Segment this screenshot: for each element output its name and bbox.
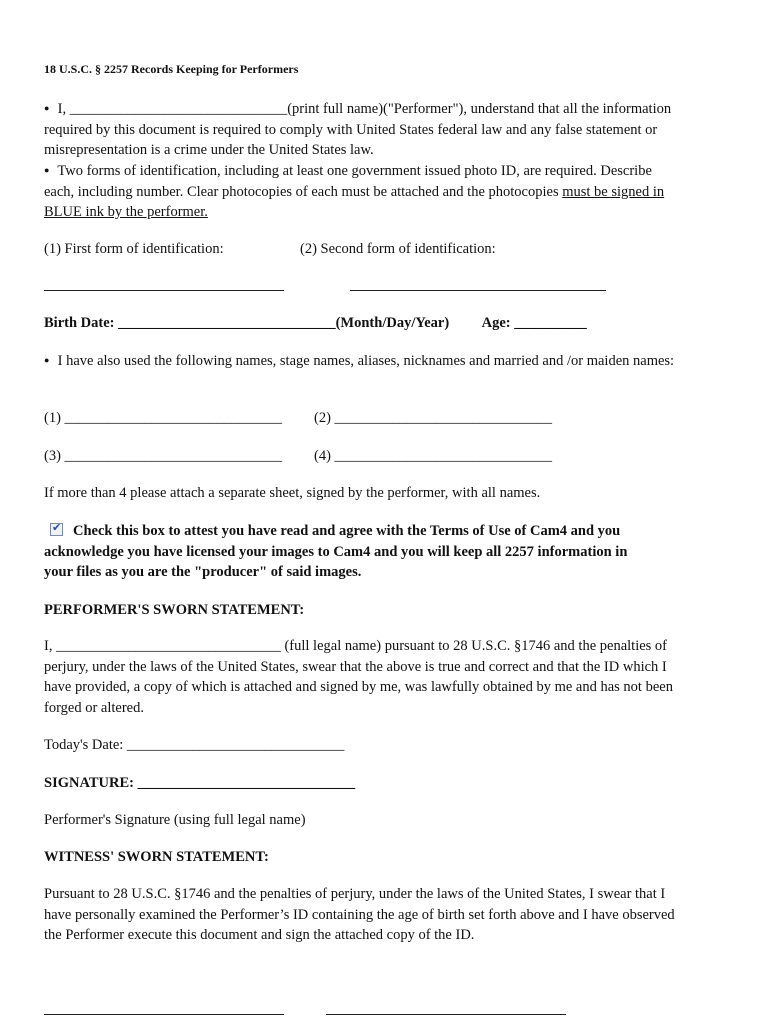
birth-date-row [44,313,720,334]
birth-date-format: (Month/Day/Year) [335,315,450,331]
signature-caption: Performer's Signature (using full legal name) [44,812,306,828]
witness-statement-line-2: have personally examined the Performer’s ID containing the age of birth set forth above and I have observed [44,906,675,923]
declaration-line-2: required by this document is required to comply with United States federal law and any false statement or [44,121,658,138]
id-forms-row [44,239,720,260]
witness-statement-line-1: Pursuant to 28 U.S.C. §1746 and the penalties of perjury, under the laws of the United States, I swear that I [44,886,666,902]
attest-line-2: acknowledge you have licensed your images to Cam4 and you will keep all 2257 information in [44,543,628,560]
aliases-text: I have also used the following names, stage names, aliases, nicknames and married and /or maiden names: [57,353,675,369]
age-field[interactable]: __________ [514,315,587,331]
bullet-icon: ● [44,103,50,113]
birth-date-label: Birth Date: [44,315,115,331]
bullet-icon: ● [44,165,50,175]
performer-declaration [44,98,720,161]
alias-field-3[interactable]: (3) ______________________________ [44,448,283,464]
attest-section [44,521,720,583]
signed-blue-ink-emphasis: must be signed in [562,183,665,200]
identification-instructions [44,160,720,223]
attest-text: Check this box to attest you have read and agree with the Terms of Use of Cam4 and you [73,523,621,539]
alias-row-2 [44,446,720,467]
signed-blue-ink-emphasis: BLUE ink by the performer. [44,204,208,220]
performer-statement-line-2: perjury, under the laws of the United States, swear that the above is true and correct and that the ID which I [44,658,667,675]
age-label: Age: [481,315,511,331]
alias-field-2[interactable]: (2) ______________________________ [314,410,553,426]
attest-line-1 [44,521,720,542]
second-id-field[interactable] [350,290,606,291]
alias-field-4[interactable]: (4) ______________________________ [314,448,553,464]
performer-statement-line-1: I, _______________________________ (full legal name) pursuant to 28 U.S.C. §1746 and the penalties of [44,638,668,654]
first-id-field[interactable] [44,290,284,291]
id-instructions-line-2 [44,182,720,203]
declaration-line-3: misrepresentation is a crime under the United States law. [44,142,374,158]
id-instructions-line-1 [44,160,720,182]
declaration-text: (print full name)("Performer"), understand that all the information [287,101,672,117]
bullet-icon: ● [44,355,50,365]
birth-date-field[interactable]: ______________________________ [118,315,336,331]
attest-checkbox[interactable] [50,523,63,536]
alias-row-1 [44,408,720,429]
aliases-intro [44,350,720,372]
todays-date-field[interactable]: Today's Date: ______________________________ [44,737,345,753]
id-instructions-text: Two forms of identification, including at least one government issued photo ID, are required. Describe [57,163,652,179]
second-id-label: (2) Second form of identification: [300,241,496,257]
witness-signature-field[interactable] [44,1014,284,1015]
aliases-more-note: If more than 4 please attach a separate sheet, signed by the performer, with all names. [44,485,541,501]
witness-statement [44,884,720,946]
signature-field[interactable]: SIGNATURE: ______________________________ [44,775,356,791]
checkmark-icon: ✔ [52,521,62,534]
first-id-label: (1) First form of identification: [44,241,224,257]
attest-line-3: your files as you are the "producer" of said images. [44,564,362,580]
performer-statement-line-3: have provided, a copy of which is attached and signed by me, was lawfully obtained by me and has not been [44,679,673,695]
performer-statement-line-4: forged or altered. [44,699,144,716]
performer-statement-heading: PERFORMER'S SWORN STATEMENT: [44,602,305,618]
witness-statement-heading: WITNESS' SWORN STATEMENT: [44,849,269,865]
witness-statement-line-3: the Performer execute this document and sign the attached copy of the ID. [44,927,475,943]
id-instructions-text: each, including number. Clear photocopies of each must be attached and the photocopies [44,183,563,200]
document-title: 18 U.S.C. § 2257 Records Keeping for Performers [44,62,299,76]
id-instructions-line-3 [44,202,720,223]
alias-field-1[interactable]: (1) ______________________________ [44,410,283,426]
performer-statement [44,636,720,718]
witness-name-field[interactable] [326,1014,566,1015]
declaration-line-1 [44,98,720,120]
print-name-blank[interactable]: I, ______________________________ [57,101,288,117]
